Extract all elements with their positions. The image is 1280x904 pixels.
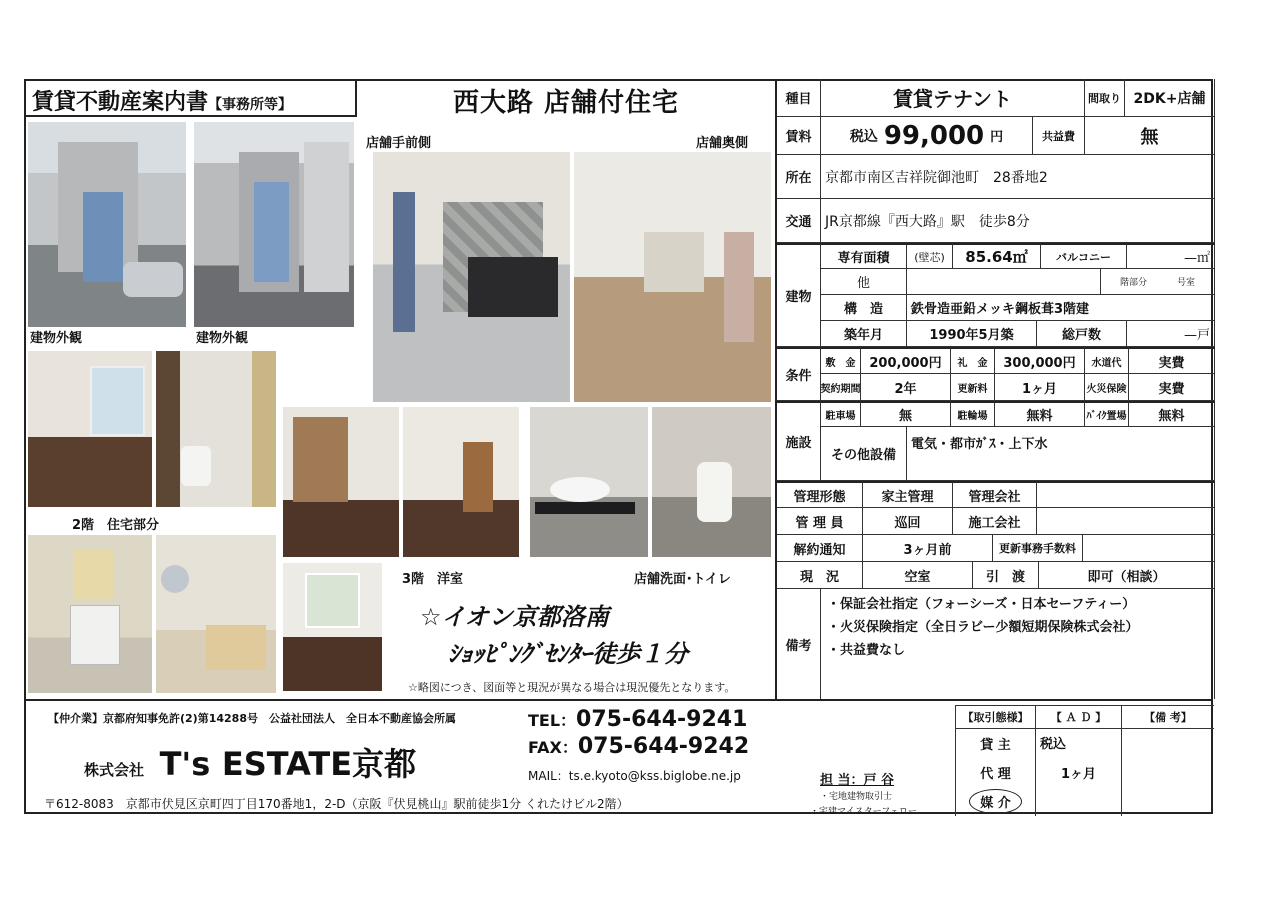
caption-exterior-2: 建物外観: [196, 331, 249, 346]
remark-item: ・保証会社指定（フォーシーズ・日本セーフティー）: [827, 597, 1136, 612]
deal-type-header: 【取引態様】: [956, 705, 1036, 729]
promo-line-2: ｼｮｯﾋﾟﾝｸﾞｾﾝﾀｰ徒歩１分: [448, 640, 688, 668]
property-name: 西大路 店舗付住宅: [452, 88, 680, 118]
structure-label: 構 造: [821, 295, 907, 321]
rent-unit: 円: [990, 130, 1004, 145]
fire-insurance-value: 実費: [1129, 374, 1215, 401]
equipment-value: 電気・都市ｶﾞｽ・上下水: [907, 427, 1215, 481]
company-prefix: 株式会社: [84, 761, 145, 779]
building-label: 建物: [777, 243, 821, 347]
photo-floor3-room-2: [403, 407, 519, 557]
management-type-label: 管理形態: [777, 481, 863, 508]
balcony-label: バルコニー: [1041, 243, 1127, 269]
deal-remarks-value: [1122, 729, 1214, 816]
ad-header: 【 Ａ Ｄ 】: [1036, 705, 1122, 729]
bicycle-label: 駐輪場: [951, 401, 995, 427]
parking-value: 無: [861, 401, 951, 427]
deal-owner-value: 税込: [1036, 729, 1122, 757]
status-value: 空室: [863, 562, 973, 589]
renewal-fee-value: [1083, 535, 1215, 562]
deal-remarks-header: 【備 考】: [1122, 705, 1214, 729]
deal-broker-circled: 媒 介: [969, 789, 1022, 814]
caption-shop-front: 店舗手前側: [366, 136, 432, 151]
area-value: 85.64㎡: [953, 243, 1041, 269]
manager-value: 巡回: [863, 508, 953, 535]
cancel-notice-value: 3ヶ月前: [863, 535, 993, 562]
built-label: 築年月: [821, 321, 907, 347]
license-text: 【仲介業】京都府知事免許(2)第14288号 公益社団法人 全日本不動産協会所属: [48, 712, 456, 725]
bicycle-value: 無料: [995, 401, 1085, 427]
renewal-label: 更新料: [951, 374, 995, 401]
rent-prefix: 税込: [849, 128, 878, 145]
contract-label: 契約期間: [821, 374, 861, 401]
key-money-value: 300,000円: [995, 347, 1085, 374]
key-money-label: 礼 金: [951, 347, 995, 374]
disclaimer-note: ☆略図につき、図面等と現況が異なる場合は現況優先となります。: [408, 681, 736, 694]
photo-shop-back: [574, 152, 771, 402]
contract-value: 2年: [861, 374, 951, 401]
remark-item: ・火災保険指定（全日ラビー少額短期保険株式会社）: [827, 620, 1139, 635]
layout-value: 2DK+店舗: [1125, 79, 1215, 117]
layout-label: 間取り: [1085, 79, 1125, 117]
company-address: 〒612-8083 京都市伏見区京町四丁目170番地1，2-D（京阪『伏見桃山』駅前徒歩1分 くれたけビル2階）: [44, 797, 629, 811]
photo-floor2-toilet: [156, 351, 276, 507]
parking-label: 駐車場: [821, 401, 861, 427]
staff-qualification-2: ・宅建マイスターフェロー: [810, 807, 917, 814]
cancel-notice-label: 解約通知: [777, 535, 863, 562]
photo-floor2-kitchen: [28, 351, 152, 507]
transit-label: 交通: [777, 199, 821, 243]
type-value: 賃貸テナント: [821, 79, 1085, 117]
promo-line-1: ☆イオン京都洛南: [420, 603, 609, 631]
handover-label: 引 渡: [973, 562, 1039, 589]
photo-shop-front: [373, 152, 570, 402]
address-value: 京都市南区吉祥院御池町 28番地2: [821, 155, 1215, 199]
transit-value: JR京都線『西大路』駅 徒歩8分: [821, 199, 1215, 243]
deal-agent: 代 理: [956, 757, 1036, 787]
deal-broker-cell: [956, 787, 1036, 816]
photo-exterior-2: [194, 122, 354, 327]
tel-number[interactable]: 075-644-9241: [576, 707, 748, 732]
photo-shop-wash: [530, 407, 648, 557]
photo-floor3-room-3: [283, 563, 382, 691]
photo-shop-toilet: [652, 407, 771, 557]
units-value: —戸: [1127, 321, 1215, 347]
remark-item: ・共益費なし: [827, 643, 906, 658]
units-label: 総戸数: [1037, 321, 1127, 347]
remarks-label: 備考: [777, 589, 821, 699]
document-title: 賃貸不動産案内書【事務所等】: [24, 79, 357, 117]
address-label: 所在: [777, 155, 821, 199]
area-note: (壁芯): [907, 243, 953, 269]
company-logo-ts: T's: [159, 745, 211, 783]
management-type-value: 家主管理: [863, 481, 953, 508]
rent-label: 賃料: [777, 117, 821, 155]
structure-value: 鉄骨造亜鉛メッキ鋼板葺3階建: [907, 295, 1215, 321]
equipment-label: その他設備: [821, 427, 907, 481]
area-label: 専有面積: [821, 243, 907, 269]
floor-room-cell: [1101, 269, 1215, 295]
room-unit: 号室: [1176, 278, 1195, 288]
photo-exterior-1: [28, 122, 186, 327]
handover-value: 即可（相談）: [1039, 562, 1215, 589]
deal-owner: 貸 主: [956, 729, 1036, 757]
company-footer: [24, 699, 1213, 816]
other-value: [907, 269, 1101, 295]
status-label: 現 況: [777, 562, 863, 589]
mail-line: MAIL：ts.e.kyoto@kss.biglobe.ne.jp: [528, 769, 741, 783]
floor-label: 階部分: [1119, 278, 1147, 288]
management-company-label: 管理会社: [953, 481, 1037, 508]
deposit-value: 200,000円: [861, 347, 951, 374]
tel-line: TEL：075-644-9241: [528, 707, 748, 732]
photo-floor3-room-1: [283, 407, 399, 557]
fax-number: 075-644-9242: [577, 734, 750, 759]
conditions-label: 条件: [777, 347, 821, 401]
company-logo-rest: ESTATE京都: [221, 745, 417, 783]
staff-qualification-1: ・宅地建物取引士: [820, 792, 893, 802]
water-label: 水道代: [1085, 347, 1129, 374]
deal-agent-value: 1ヶ月: [1036, 757, 1122, 787]
motorbike-value: 無料: [1129, 401, 1215, 427]
remarks-list: [821, 589, 1215, 699]
fax-line: FAX：075-644-9242: [528, 734, 750, 759]
rent-value-cell: [821, 117, 1033, 155]
deposit-label: 敷 金: [821, 347, 861, 374]
facilities-label: 施設: [777, 401, 821, 481]
company-name: [84, 739, 416, 785]
renewal-fee-label: 更新事務手数料: [993, 535, 1083, 562]
builder-value: [1037, 508, 1215, 535]
manager-label: 管 理 員: [777, 508, 863, 535]
fire-insurance-label: 火災保険: [1085, 374, 1129, 401]
built-value: 1990年5月築: [907, 321, 1037, 347]
renewal-value: 1ヶ月: [995, 374, 1085, 401]
caption-floor2: 2階 住宅部分: [72, 518, 160, 533]
staff-name: 担 当：戸 谷: [820, 773, 895, 788]
deal-table: [955, 705, 1213, 816]
caption-shop-wash: 店舗洗面･トイレ: [634, 572, 731, 587]
common-fee-value: 無: [1085, 117, 1215, 155]
balcony-value: —㎡: [1127, 243, 1215, 269]
motorbike-label: ﾊﾞｲｸ置場: [1085, 401, 1129, 427]
type-label: 種目: [777, 79, 821, 117]
other-label: 他: [821, 269, 907, 295]
caption-exterior-1: 建物外観: [30, 331, 83, 346]
photo-floor2-wash: [28, 535, 152, 693]
property-info-table: [775, 79, 1215, 699]
builder-label: 施工会社: [953, 508, 1037, 535]
deal-broker-value: [1036, 787, 1122, 816]
caption-shop-back: 店舗奥側: [696, 136, 749, 151]
common-fee-label: 共益費: [1033, 117, 1085, 155]
photo-floor2-bath: [156, 535, 276, 693]
management-company-value: [1037, 481, 1215, 508]
mail-address[interactable]: ts.e.kyoto@kss.biglobe.ne.jp: [568, 769, 741, 783]
water-value: 実費: [1129, 347, 1215, 374]
caption-floor3: 3階 洋室: [402, 572, 464, 587]
rent-value: 99,000: [883, 120, 985, 151]
